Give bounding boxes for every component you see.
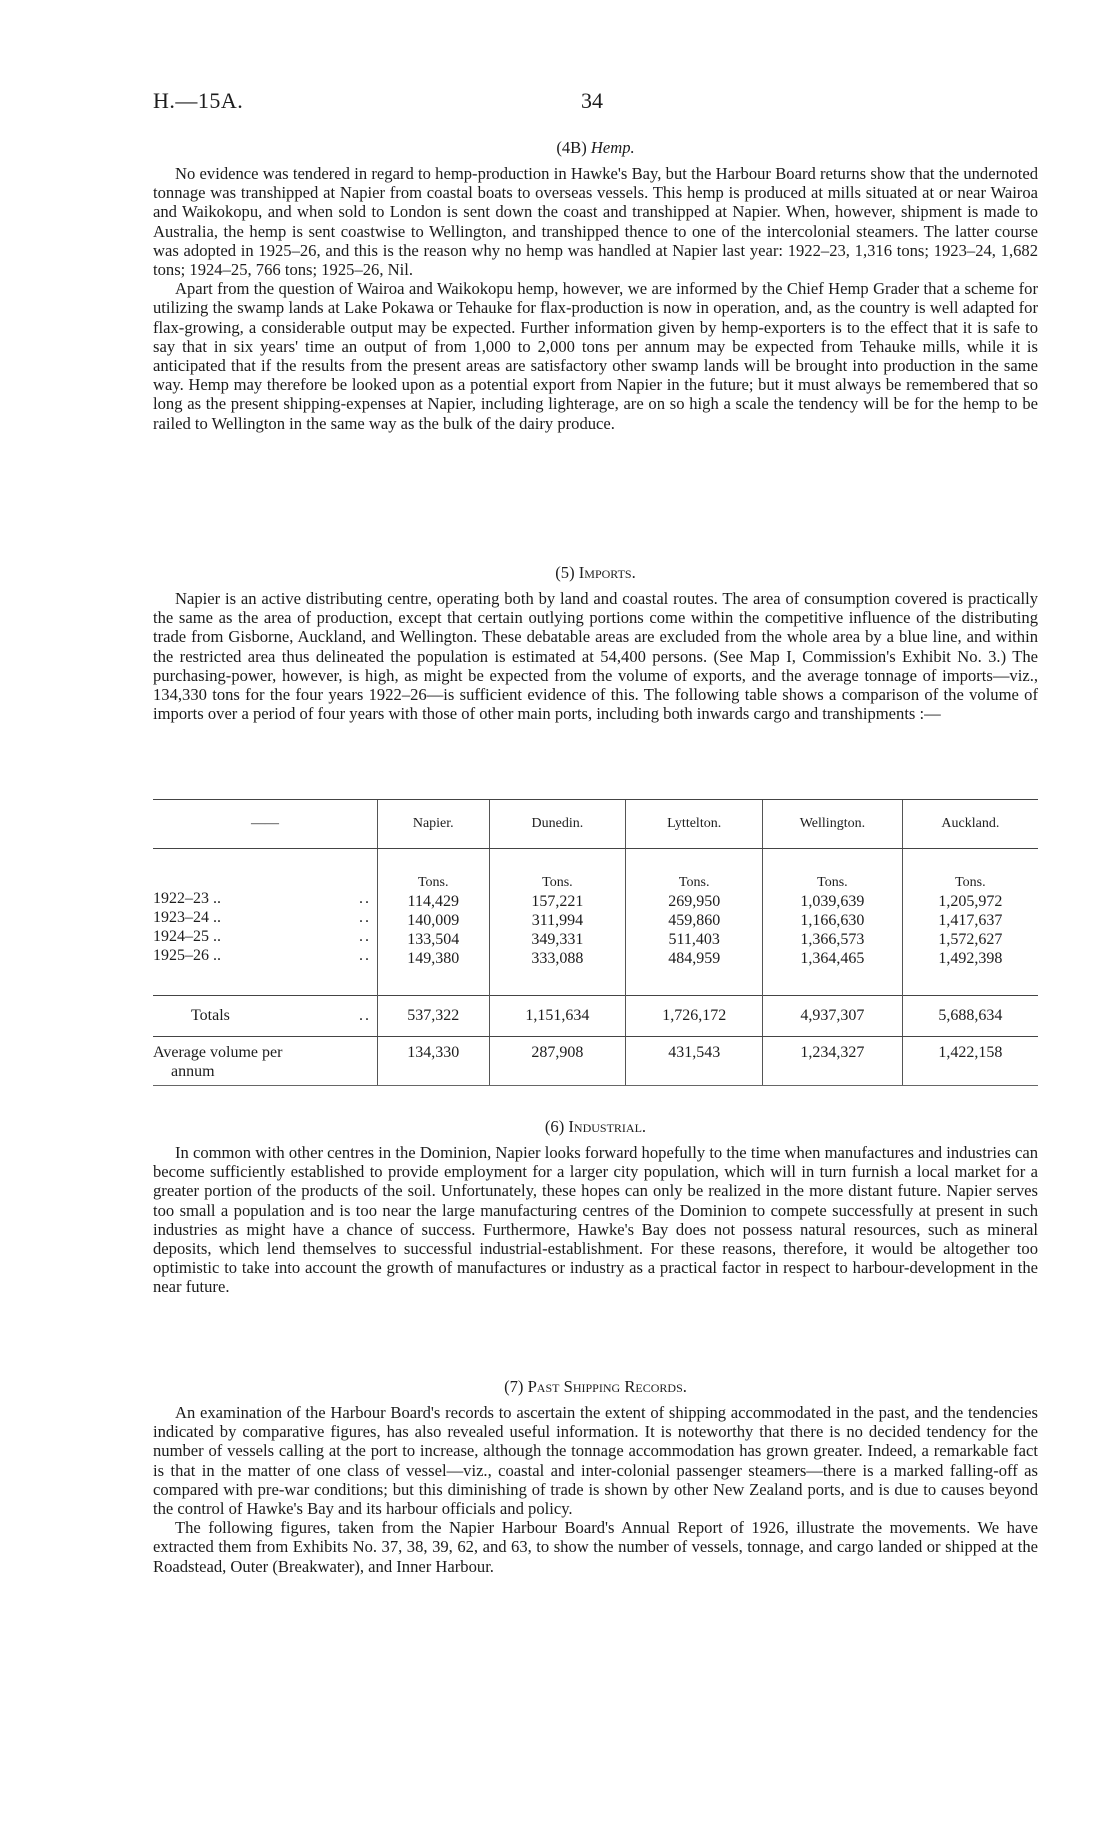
lyttelton-values: [626, 849, 763, 982]
table-row-yearly: [153, 849, 1038, 982]
table-cell: 484,959: [668, 950, 721, 967]
paragraph: The following figures, taken from the Napier Harbour Board's Annual Report of 1926, illustrate the movements. We have extracted them from Exhibits No. 37, 38, 39, 62, and 63, to show the number of vessels, tonnage, and cargo landed or shipped at the Roadstead, Outer (Breakwater), and Inner Harbour.: [153, 1518, 1038, 1576]
section-number: (4B): [556, 138, 587, 157]
table-cell: 1,726,172: [626, 996, 763, 1037]
table-cell: 1,234,327: [763, 1037, 903, 1086]
section-shipping-body: [153, 1403, 1038, 1576]
table-cell: 4,937,307: [763, 996, 903, 1037]
table-cell: 157,221: [531, 893, 584, 910]
paragraph: An examination of the Harbour Board's records to ascertain the extent of shipping accommodated in the past, and the tendencies indicated by comparative figures, has also revealed useful information. It is noteworthy that there is no decided tendency for the number of vessels calling at the port to increase, although the tonnage accommodation has grown greater. Indeed, a remarkable fact is that in the matter of one class of vessel—viz., coastal and inter-colonial passenger steamers—there is a marked falling-off as compared with pre-war conditions; but this diminishing of trade is shown by other New Zealand ports, and is due to causes beyond the control of Hawke's Bay and its harbour officials and policy.: [153, 1403, 1038, 1519]
year-label: 1923–24 .. ..: [153, 909, 371, 926]
paragraph: Apart from the question of Wairoa and Waikokopu hemp, however, we are informed by the Chief Hemp Grader that a scheme for utilizing the swamp lands at Lake Pokawa or Tehauke for flax-production is now in operation, and, as the country is well adapted for flax-growing, a considerable output may be expected. Further information given by hemp-exporters is to the effect that it is safe to say that in six years' time an output of from 1,000 to 2,000 tons per annum may be expected from Tehauke mills, while it is anticipated that if the results from the present areas are satisfactory other swamp lands will be brought into production in the same way. Hemp may therefore be looked upon as a potential export from Napier in the future; but it must always be remembered that so long as the present shipping-expenses at Napier, including lighterage, are on so high a scale the tendency will be for the hemp to be railed to Wellington in the same way as the bulk of the dairy produce.: [153, 279, 1038, 433]
table-cell: 333,088: [531, 950, 584, 967]
table-cell: 431,543: [626, 1037, 763, 1086]
table-row-average: [153, 1037, 1038, 1086]
column-header-wellington: Wellington.: [763, 800, 903, 849]
table-cell: 1,366,573: [800, 931, 865, 948]
paragraph: No evidence was tendered in regard to hemp-production in Hawke's Bay, but the Harbour Board returns show that the undernoted tonnage was transhipped at Napier from coastal boats to overseas vessels. This hemp is produced at mills situated at or near Wairoa and Waikokopu, and when sold to London is sent down the coast and transhipped at Napier. When, however, shipment is made to Australia, the hemp is sent coastwise to Wellington, and transhipped thence to one of the intercolonial steamers. The latter course was adopted in 1925–26, and this is the reason why no hemp was handled at Napier last year: 1922–23, 1,316 tons; 1923–24, 1,682 tons; 1924–25, 766 tons; 1925–26, Nil.: [153, 164, 1038, 280]
dunedin-values: [489, 849, 626, 982]
section-heading-hemp: [153, 138, 1038, 158]
unit-label: Tons.: [955, 875, 986, 890]
table-row-totals: [153, 996, 1038, 1037]
table-cell: 537,322: [378, 996, 490, 1037]
table-cell: 5,688,634: [902, 996, 1038, 1037]
section-heading-industrial: (6) Industrial.: [544, 1117, 647, 1136]
column-header-auckland: Auckland.: [902, 800, 1038, 849]
unit-label: Tons.: [817, 875, 848, 890]
table-cell: 149,380: [407, 950, 460, 967]
table-cell: 114,429: [407, 893, 459, 910]
auckland-values: [902, 849, 1038, 982]
paragraph: Napier is an active distributing centre, operating both by land and coastal routes. The area of consumption covered is practically the same as the area of production, except that certain outlying portions come within the competitive influence of the distributing trade from Gisborne, Auckland, and Wellington. These debatable areas are excluded from the whole area by a blue line, and within the restricted area thus delineated the population is estimated at 54,400 persons. (See Map I, Commission's Exhibit No. 3.) The purchasing-power, however, is high, as might be expected from the volume of exports, and the average tonnage of imports—viz., 134,330 tons for the four years 1922–26—is sufficient evidence of this. The following table shows a comparison of the volume of imports over a period of four years with those of other main ports, including both inwards cargo and transhipments :—: [153, 589, 1038, 724]
document-reference: H.—15A.: [153, 88, 244, 113]
napier-values: [378, 849, 490, 982]
table-corner: ——: [153, 800, 378, 849]
table-cell: 269,950: [668, 893, 721, 910]
table-cell: 133,504: [407, 931, 460, 948]
page-number: 34: [581, 88, 603, 113]
column-header-dunedin: Dunedin.: [489, 800, 626, 849]
table-cell: 1,492,398: [938, 950, 1003, 967]
section-industrial-body: [153, 1143, 1038, 1297]
unit-label: Tons.: [417, 875, 449, 890]
section-hemp-body: [153, 164, 1038, 433]
table-cell: 1,151,634: [489, 996, 626, 1037]
table-cell: 1,364,465: [800, 950, 865, 967]
table-header-row: [153, 800, 1038, 849]
table-cell: 459,860: [668, 912, 721, 929]
table-cell: 140,009: [407, 912, 460, 929]
paragraph: In common with other centres in the Dominion, Napier looks forward hopefully to the time when manufactures and industries can become sufficiently established to provide employment for a larger city population, which will in turn furnish a local market for a greater portion of the products of the soil. Unfortunately, these hopes can only be realized in the more distant future. Napier serves too small a population and is too near the large manufacturing centres of the Dominion to compete successfully at present in such industries as might have a chance of success. Furthermore, Hawke's Bay does not possess natural resources, such as mineral deposits, which lend themselves to successful industrial-establishment. For these reasons, therefore, it would be altogether too optimistic to take into account the growth of manufactures or industry as a practical factor in respect to harbour-development in the near future.: [153, 1143, 1038, 1297]
year-labels: [153, 849, 378, 982]
average-label: Average volume per annum: [153, 1037, 378, 1086]
column-header-lyttelton: Lyttelton.: [626, 800, 763, 849]
table-cell: 1,166,630: [800, 912, 865, 929]
table-cell: 311,994: [531, 912, 584, 929]
section-title: Hemp.: [590, 138, 635, 157]
wellington-values: [763, 849, 903, 982]
year-label: 1922–23 .. ..: [153, 890, 371, 907]
table-cell: 349,331: [531, 931, 584, 948]
table-cell: 1,422,158: [902, 1037, 1038, 1086]
totals-label: Totals ..: [153, 996, 378, 1037]
table-cell: 287,908: [489, 1037, 626, 1086]
section-heading-imports: (5) Imports.: [555, 563, 636, 582]
section-imports-body: [153, 589, 1038, 723]
imports-comparison-table: [153, 799, 1038, 1086]
table-cell: 1,572,627: [938, 931, 1003, 948]
table-cell: 1,205,972: [938, 893, 1003, 910]
table-cell: 1,417,637: [938, 912, 1003, 929]
column-header-napier: Napier.: [378, 800, 490, 849]
year-label: 1924–25 .. ..: [153, 928, 371, 945]
table-cell: 511,403: [668, 931, 720, 948]
section-heading-shipping: (7) Past Shipping Records.: [504, 1377, 687, 1396]
unit-label: Tons.: [542, 875, 573, 890]
year-label: 1925–26 .. ..: [153, 947, 371, 964]
table-cell: 1,039,639: [800, 893, 865, 910]
unit-label: Tons.: [678, 875, 710, 890]
table-cell: 134,330: [378, 1037, 490, 1086]
